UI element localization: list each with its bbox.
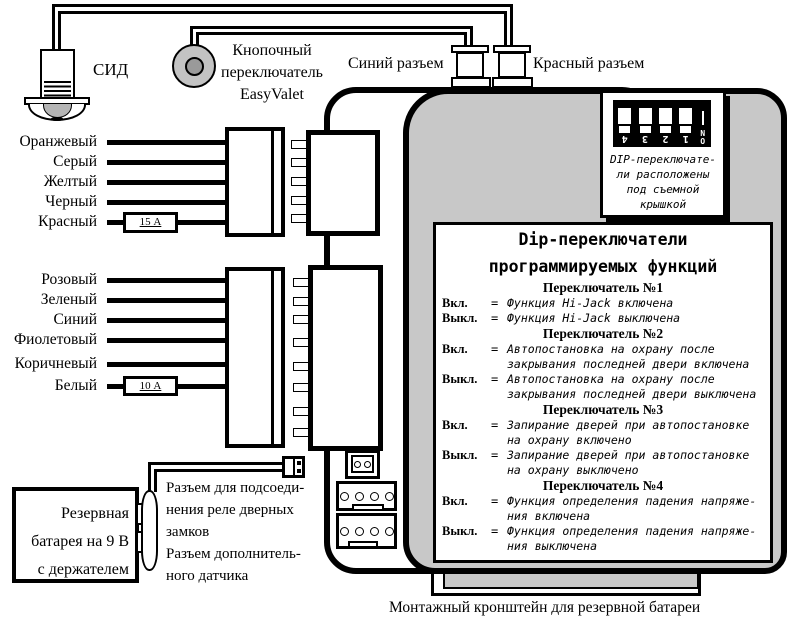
dip-switch-3-knob <box>639 108 652 124</box>
fuse-10a: 10 А <box>123 376 178 396</box>
dip-row-text <box>507 342 767 372</box>
dip-switch-2 <box>658 103 673 144</box>
dip-row-state: Вкл. <box>442 296 468 310</box>
dip-row-line: на охрану выключено <box>507 463 639 477</box>
dip-row <box>439 342 767 372</box>
two-pin-connector-inner <box>351 455 374 473</box>
dip-row-equals: = <box>491 418 499 432</box>
red-connector-socket <box>492 77 533 88</box>
unit-socket-module-2 <box>308 265 383 451</box>
aux-sensor-label-line2: ного датчика <box>166 568 249 584</box>
battery-wire-inner-vertical <box>154 469 157 492</box>
wire-red-left <box>107 220 123 225</box>
connector-hole <box>340 492 349 501</box>
wire-label-white: Белый <box>54 377 97 394</box>
led-tip <box>51 117 63 121</box>
valet-button-label <box>212 40 332 106</box>
connector-hole <box>385 527 394 536</box>
led-label: СИД <box>93 60 129 79</box>
dip-switch-icon <box>613 100 711 147</box>
dip-row-text <box>507 448 767 478</box>
door-relay-plug-divider <box>293 459 295 475</box>
led-wire-inner-drop <box>504 11 507 46</box>
dip-inset-caption-line3: под съемной <box>626 183 700 196</box>
dip-row-equals: = <box>491 311 499 325</box>
dip-switch-2-slot <box>660 126 671 133</box>
battery-label-line2: батарея на 9 В <box>31 533 129 550</box>
led-wire-outer-vertical <box>52 4 55 50</box>
button-wire-inner-horizontal <box>196 32 466 35</box>
dip-row-text <box>507 524 767 554</box>
harness-plug-2 <box>225 267 285 448</box>
dip-row-line: Запирание дверей при автопостановке <box>507 418 750 432</box>
dip-row-state: Вкл. <box>442 494 468 508</box>
module2-pin <box>293 297 309 306</box>
battery-wire-outer-vertical <box>148 462 151 492</box>
dip-on-letter-n: N <box>700 128 706 137</box>
harness-plug-1 <box>225 127 285 237</box>
battery-wire-inner-horizontal <box>154 469 284 472</box>
module2-pin <box>293 278 309 287</box>
backup-battery-box <box>12 487 139 583</box>
module2-pin <box>293 315 309 324</box>
dip-switch-2-number: 2 <box>662 133 669 144</box>
wire-orange <box>107 140 225 145</box>
aux-sensor-label-line1: Разъем дополнитель- <box>166 546 301 562</box>
fuse-15a: 15 А <box>123 212 178 233</box>
dip-switch-1-number: 1 <box>682 133 689 144</box>
wire-black <box>107 200 225 205</box>
button-wire-inner-drop <box>464 32 467 46</box>
dip-row-state: Вкл. <box>442 418 468 432</box>
connector-hole <box>364 461 371 468</box>
valet-button-label-line2: переключатель <box>221 64 323 81</box>
dip-switch-1-knob <box>679 108 692 124</box>
four-pin-connector-b-tab <box>348 541 378 548</box>
wire-white-left <box>107 384 123 389</box>
red-connector-body <box>498 52 526 78</box>
connector-hole <box>370 527 379 536</box>
module1-pin <box>291 177 307 186</box>
dip-row-line: ния включена <box>507 509 591 523</box>
dip-switch-4 <box>617 103 632 144</box>
dip-row-equals: = <box>491 494 499 508</box>
connector-hole <box>354 461 361 468</box>
bottom-connector-labels <box>166 477 336 587</box>
dip-on-indicator-line <box>702 111 704 125</box>
dip-row-state: Вкл. <box>442 342 468 356</box>
dip-row-state: Выкл. <box>442 311 478 325</box>
wire-gray <box>107 160 225 165</box>
dip-on-letter-o: O <box>700 136 706 145</box>
dip-row-state: Выкл. <box>442 372 478 386</box>
dip-row-line: Автопостановка на охрану после <box>507 372 715 386</box>
dip-row-text <box>507 311 767 326</box>
battery-wire-outer-horizontal <box>148 462 284 465</box>
dip-row-equals: = <box>491 524 499 538</box>
led-wire-outer-horizontal <box>52 4 512 7</box>
led-wire-inner-vertical <box>58 11 61 50</box>
dip-row <box>439 524 767 554</box>
wire-label-brown: Коричневый <box>14 355 97 372</box>
dip-switch-4-knob <box>618 108 631 124</box>
wire-label-black: Черный <box>45 193 97 210</box>
dip-row <box>439 418 767 448</box>
dip-row-equals: = <box>491 342 499 356</box>
four-pin-connector-a-tab <box>352 504 384 511</box>
dip-box-title-line1: Dip-переключатели <box>518 230 688 249</box>
module2-pin <box>293 362 309 371</box>
dip-row-line: закрывания последней двери выключена <box>507 387 757 401</box>
led-wire-inner-horizontal <box>58 11 506 14</box>
wire-label-red: Красный <box>38 213 97 230</box>
connector-hole <box>340 527 349 536</box>
dip-switch-1-slot <box>680 126 691 133</box>
dip-inset-caption-line1: DIP-переключате- <box>610 153 716 166</box>
dip-row-text <box>507 494 767 524</box>
dip-row <box>439 448 767 478</box>
connector-hole <box>355 527 364 536</box>
dip-row-line: Автопостановка на охрану после <box>507 342 715 356</box>
dip-box-title-line2: программируемых функций <box>488 257 718 276</box>
dip-row-text <box>507 296 767 311</box>
dip-section2-header: Переключатель №2 <box>542 326 664 341</box>
door-relay-plug-pin <box>297 469 301 473</box>
door-relay-label-line2: нения реле дверных <box>166 502 294 518</box>
wire-blue <box>107 318 225 323</box>
battery-holder <box>141 490 158 571</box>
connector-hole <box>370 492 379 501</box>
blue-connector-body <box>456 52 484 78</box>
dip-row-equals: = <box>491 372 499 386</box>
blue-connector-socket <box>451 77 491 88</box>
wire-label-blue: Синий <box>53 311 97 328</box>
wire-label-green: Зеленый <box>40 291 97 308</box>
dip-row-line: Функция определения падения напряже- <box>507 494 757 508</box>
dip-row-text <box>507 372 767 402</box>
dip-row-text <box>507 418 767 448</box>
dip-row <box>439 311 767 326</box>
harness-plug-2-inner-line <box>271 271 274 444</box>
dip-on-column <box>698 103 707 144</box>
dip-section4-header: Переключатель №4 <box>542 478 664 493</box>
dip-switch-3 <box>637 103 652 144</box>
valet-button-label-line3: EasyValet <box>240 86 304 103</box>
wire-pink <box>107 278 225 283</box>
harness-plug-1-inner-line <box>271 131 274 233</box>
dip-functions-box <box>433 222 773 563</box>
wire-label-orange: Оранжевый <box>19 133 97 150</box>
dip-switch-1 <box>678 103 693 144</box>
dip-switch-3-number: 3 <box>642 133 649 144</box>
wire-label-pink: Розовый <box>41 271 97 288</box>
dip-row <box>439 296 767 311</box>
module2-pin <box>293 383 309 392</box>
dip-switch-4-number: 4 <box>621 133 628 144</box>
dip-switch-4-slot <box>619 126 630 133</box>
dip-row-line: Запирание дверей при автопостановке <box>507 448 750 462</box>
dip-inset-caption <box>603 152 723 212</box>
module1-pin <box>291 196 307 205</box>
wire-yellow <box>107 180 225 185</box>
dip-row-state: Выкл. <box>442 448 478 462</box>
wire-violet <box>107 338 225 343</box>
module1-pin <box>291 214 307 223</box>
dip-row-line: на охрану включено <box>507 433 632 447</box>
valet-button-inner-icon <box>185 57 204 76</box>
dip-section3-header: Переключатель №3 <box>542 402 664 417</box>
door-relay-plug-pin <box>297 461 301 465</box>
module2-pin <box>293 407 309 416</box>
door-relay-label-line1: Разъем для подсоеди- <box>166 480 305 496</box>
battery-label-line1: Резервная <box>61 505 129 522</box>
battery-label-line3: с держателем <box>37 561 129 578</box>
dip-switch-3-slot <box>640 126 651 133</box>
dip-row-equals: = <box>491 296 499 310</box>
module2-pin <box>293 428 309 437</box>
module2-pin <box>293 338 309 347</box>
button-wire-outer-drop <box>470 26 473 46</box>
dip-row <box>439 372 767 402</box>
door-relay-label-line3: замков <box>166 524 210 540</box>
unit-socket-module-1 <box>306 130 380 236</box>
bracket-caption: Монтажный кронштейн для резервной батареи <box>389 599 701 616</box>
button-wire-outer-vertical <box>190 26 193 46</box>
led-wire-outer-drop <box>510 4 513 46</box>
wire-white-right <box>178 384 225 389</box>
valet-button-label-line1: Кнопочный <box>232 42 312 59</box>
wire-label-gray: Серый <box>53 153 97 170</box>
dip-row-state: Выкл. <box>442 524 478 538</box>
wire-red-right <box>178 220 225 225</box>
wire-brown <box>107 362 225 367</box>
module1-pin <box>291 158 307 167</box>
dip-switch-2-knob <box>659 108 672 124</box>
dip-inset-caption-line4: крышкой <box>639 198 687 211</box>
led-hatch <box>44 81 71 97</box>
blue-connector-label: Синий разъем <box>348 55 444 72</box>
dip-row-line: закрывания последней двери включена <box>507 357 750 371</box>
dip-row <box>439 494 767 524</box>
wire-label-yellow: Желтый <box>43 173 97 190</box>
dip-inset-caption-line2: ли расположены <box>616 168 710 181</box>
dip-row-line: Функция Hi-Jack включена <box>507 296 674 310</box>
dip-row-line: Функция Hi-Jack выключена <box>507 311 681 325</box>
dip-row-line: ния выключена <box>507 539 598 553</box>
red-connector-label: Красный разъем <box>533 55 645 72</box>
dip-row-line: Функция определения падения напряже- <box>507 524 757 538</box>
button-wire-outer-horizontal <box>190 26 472 29</box>
connector-hole <box>355 492 364 501</box>
wire-label-violet: Фиолетовый <box>13 331 97 348</box>
dip-section1-header: Переключатель №1 <box>542 280 664 295</box>
dip-row-equals: = <box>491 448 499 462</box>
module1-pin <box>291 140 307 149</box>
connector-hole <box>385 492 394 501</box>
wire-green <box>107 298 225 303</box>
